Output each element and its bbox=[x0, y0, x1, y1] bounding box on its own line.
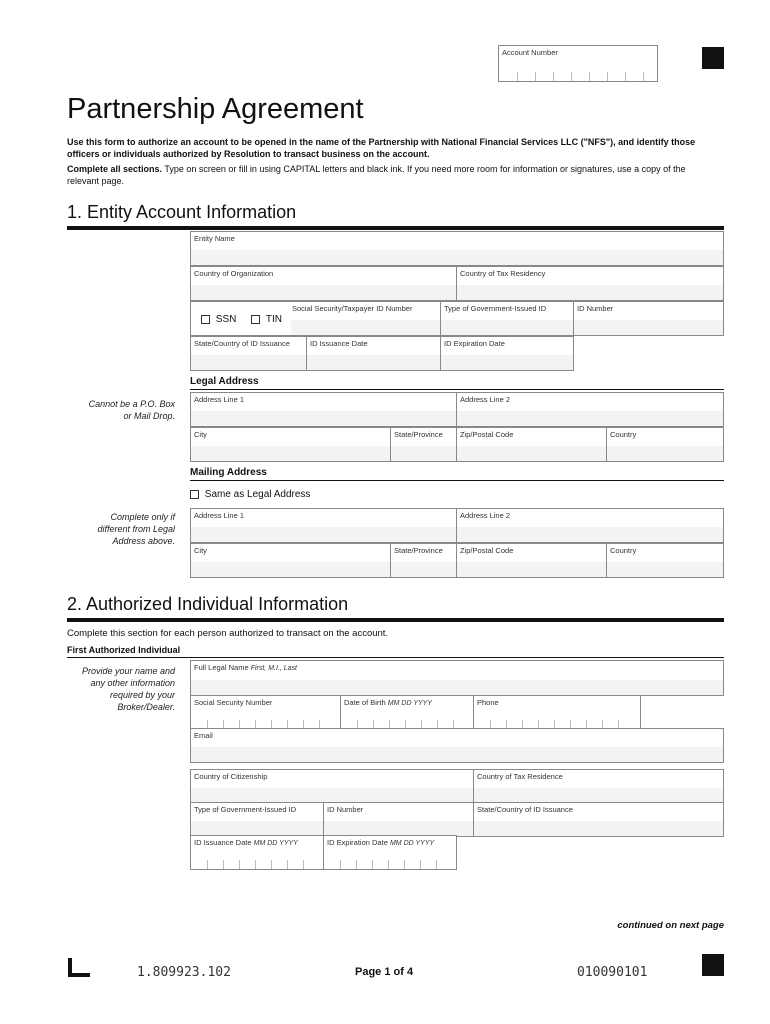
id-expiration-date-input bbox=[441, 355, 573, 370]
auth-id-expiration-text: ID Expiration Date bbox=[327, 838, 388, 847]
mailing-country-field[interactable] bbox=[606, 543, 724, 578]
full-name-input bbox=[191, 680, 723, 695]
legal-address2-label: Address Line 2 bbox=[460, 395, 511, 404]
mailing-country-input bbox=[607, 562, 723, 577]
section2-rule bbox=[67, 618, 724, 622]
mailing-address1-input bbox=[191, 527, 456, 542]
auth-id-issuance-field[interactable] bbox=[190, 835, 324, 870]
mailing-address-title: Mailing Address bbox=[190, 467, 267, 478]
tax-residence-label: Country of Tax Residence bbox=[477, 772, 563, 781]
id-issuance-date-label: ID Issuance Date bbox=[310, 339, 368, 348]
ssn-label: SSN bbox=[215, 314, 237, 325]
mailing-zip-input bbox=[457, 562, 606, 577]
auth-id-expiration-hint: MM DD YYYY bbox=[389, 840, 435, 847]
id-issuance-date-field[interactable] bbox=[306, 336, 441, 371]
entity-name-field[interactable] bbox=[190, 231, 724, 266]
gov-id-type-label: Type of Government-Issued ID bbox=[444, 304, 547, 313]
country-org-field[interactable] bbox=[190, 266, 457, 301]
email-input bbox=[191, 747, 723, 762]
citizenship-label: Country of Citizenship bbox=[194, 772, 268, 781]
corner-mark-foot bbox=[68, 973, 90, 977]
instructions-rest: Type on screen or fill in using CAPITAL letters and black ink. If you need more room for information or signatures, use a copy of the relevant page. bbox=[67, 164, 686, 186]
gov-id-type-field[interactable] bbox=[440, 301, 574, 336]
country-org-label: Country of Organization bbox=[194, 269, 274, 278]
legal-address1-input bbox=[191, 411, 456, 426]
dob-label bbox=[344, 698, 432, 707]
legal-address-title: Legal Address bbox=[190, 376, 259, 387]
account-number-field[interactable] bbox=[498, 45, 658, 82]
legal-city-input bbox=[191, 446, 390, 461]
account-number-label: Account Number bbox=[502, 48, 558, 57]
mailing-address1-label: Address Line 1 bbox=[194, 511, 245, 520]
section2-intro: Complete this section for each person authorized to transact on the account. bbox=[67, 628, 389, 639]
email-label: Email bbox=[194, 731, 213, 740]
full-name-label bbox=[194, 663, 297, 672]
legal-state-field[interactable] bbox=[390, 427, 457, 462]
mailing-state-label: State/Province bbox=[394, 546, 443, 555]
legal-address-rule bbox=[190, 389, 724, 390]
gov-id-type-input bbox=[441, 320, 573, 335]
phone-ticks bbox=[474, 715, 640, 729]
auth-id-issuance-text: ID Issuance Date bbox=[194, 838, 252, 847]
mailing-state-input bbox=[391, 562, 456, 577]
registration-mark-top bbox=[702, 47, 724, 69]
tax-residence-field[interactable] bbox=[473, 769, 724, 804]
legal-address-note: Cannot be a P.O. Box or Mail Drop. bbox=[88, 399, 175, 421]
auth-state-country-id-field[interactable] bbox=[473, 802, 724, 837]
id-expiration-date-field[interactable] bbox=[440, 336, 574, 371]
auth-state-country-id-label: State/Country of ID Issuance bbox=[477, 805, 573, 814]
page-title: Partnership Agreement bbox=[67, 93, 364, 125]
mailing-zip-label: Zip/Postal Code bbox=[460, 546, 514, 555]
id-number-field[interactable] bbox=[573, 301, 724, 336]
section1-rule bbox=[67, 226, 724, 230]
legal-address1-field[interactable] bbox=[190, 392, 457, 427]
mailing-city-field[interactable] bbox=[190, 543, 391, 578]
mailing-city-label: City bbox=[194, 546, 207, 555]
same-as-legal-checkbox[interactable] bbox=[190, 490, 199, 499]
account-number-ticks bbox=[499, 67, 657, 81]
dob-label-text: Date of Birth bbox=[344, 698, 386, 707]
ssn-tin-field[interactable] bbox=[190, 301, 441, 336]
mailing-address2-input bbox=[457, 527, 723, 542]
legal-country-input bbox=[607, 446, 723, 461]
legal-zip-field[interactable] bbox=[456, 427, 607, 462]
ssn-checkbox[interactable] bbox=[201, 315, 210, 324]
legal-state-input bbox=[391, 446, 456, 461]
dob-hint: MM DD YYYY bbox=[387, 700, 432, 707]
section2-title: 2. Authorized Individual Information bbox=[67, 594, 349, 614]
mailing-address2-label: Address Line 2 bbox=[460, 511, 511, 520]
form-code: 1.809923.102 bbox=[137, 965, 231, 980]
tax-residence-input bbox=[474, 788, 723, 803]
state-country-id-field[interactable] bbox=[190, 336, 307, 371]
auth-ssn-ticks bbox=[191, 715, 340, 729]
legal-country-label: Country bbox=[610, 430, 637, 439]
citizenship-input bbox=[191, 788, 473, 803]
phone-label: Phone bbox=[477, 698, 499, 707]
legal-city-field[interactable] bbox=[190, 427, 391, 462]
state-country-id-label: State/Country of ID Issuance bbox=[194, 339, 290, 348]
legal-state-label: State/Province bbox=[394, 430, 443, 439]
citizenship-field[interactable] bbox=[190, 769, 474, 804]
full-name-label-text: Full Legal Name bbox=[194, 663, 249, 672]
first-individual-note: Provide your name and any other information required by your Broker/Dealer. bbox=[81, 666, 175, 712]
legal-country-field[interactable] bbox=[606, 427, 724, 462]
phone-field[interactable] bbox=[473, 695, 641, 730]
section1-title: 1. Entity Account Information bbox=[67, 202, 297, 222]
mailing-country-label: Country bbox=[610, 546, 637, 555]
ssn-tin-options bbox=[201, 314, 282, 325]
auth-gov-id-type-field[interactable] bbox=[190, 802, 324, 837]
entity-name-label: Entity Name bbox=[194, 234, 235, 243]
auth-id-issuance-label bbox=[194, 838, 298, 847]
mailing-address-note: Complete only if different from Legal Address above. bbox=[97, 512, 175, 546]
auth-id-number-label: ID Number bbox=[327, 805, 364, 814]
dob-field[interactable] bbox=[340, 695, 474, 730]
legal-zip-label: Zip/Postal Code bbox=[460, 430, 514, 439]
auth-id-issuance-ticks bbox=[191, 855, 323, 869]
mailing-state-field[interactable] bbox=[390, 543, 457, 578]
legal-zip-input bbox=[457, 446, 606, 461]
intro-text: Use this form to authorize an account to be opened in the name of the Partnership with National Financial Services LLC ("NFS"), and identify those officers or individuals authorized by Resolution to transact business on the account. bbox=[67, 137, 696, 159]
auth-ssn-label: Social Security Number bbox=[194, 698, 273, 707]
state-country-id-input bbox=[191, 355, 306, 370]
country-tax-label: Country of Tax Residency bbox=[460, 269, 546, 278]
ssn-tin-label: Social Security/Taxpayer ID Number bbox=[292, 304, 413, 313]
auth-id-expiration-label bbox=[327, 838, 434, 847]
mailing-address2-field[interactable] bbox=[456, 508, 724, 543]
same-as-legal-option[interactable] bbox=[190, 489, 310, 500]
entity-name-input bbox=[191, 250, 723, 265]
country-tax-input bbox=[457, 285, 723, 300]
auth-id-issuance-hint: MM DD YYYY bbox=[253, 840, 298, 847]
continued-note: continued on next page bbox=[617, 920, 724, 931]
auth-id-number-input bbox=[324, 821, 473, 836]
legal-address1-label: Address Line 1 bbox=[194, 395, 245, 404]
auth-id-expiration-field[interactable] bbox=[323, 835, 457, 870]
auth-state-country-id-input bbox=[474, 821, 723, 836]
page-number: Page 1 of 4 bbox=[355, 966, 414, 978]
auth-ssn-field[interactable] bbox=[190, 695, 341, 730]
mailing-address1-field[interactable] bbox=[190, 508, 457, 543]
legal-address2-input bbox=[457, 411, 723, 426]
registration-mark-bottom bbox=[702, 954, 724, 976]
country-tax-field[interactable] bbox=[456, 266, 724, 301]
full-name-hint: First, M.I., Last bbox=[250, 665, 297, 672]
tin-checkbox[interactable] bbox=[251, 315, 260, 324]
id-issuance-date-input bbox=[307, 355, 440, 370]
auth-id-expiration-ticks bbox=[324, 855, 456, 869]
mailing-zip-field[interactable] bbox=[456, 543, 607, 578]
id-number-input bbox=[574, 320, 723, 335]
tin-label: TIN bbox=[265, 314, 283, 325]
id-expiration-date-label: ID Expiration Date bbox=[444, 339, 505, 348]
auth-gov-id-type-label: Type of Government-Issued ID bbox=[194, 805, 297, 814]
first-individual-rule bbox=[67, 657, 724, 658]
id-number-label: ID Number bbox=[577, 304, 614, 313]
email-field[interactable] bbox=[190, 728, 724, 763]
auth-id-number-field[interactable] bbox=[323, 802, 474, 837]
dob-ticks bbox=[341, 715, 473, 729]
instructions-bold: Complete all sections. bbox=[67, 164, 163, 174]
legal-address2-field[interactable] bbox=[456, 392, 724, 427]
legal-city-label: City bbox=[194, 430, 207, 439]
country-org-input bbox=[191, 285, 456, 300]
full-name-field[interactable] bbox=[190, 660, 724, 696]
ssn-tin-input bbox=[291, 320, 440, 335]
barcode-number: 010090101 bbox=[577, 965, 648, 980]
auth-gov-id-type-input bbox=[191, 821, 323, 836]
same-as-legal-label: Same as Legal Address bbox=[204, 489, 311, 500]
first-individual-title: First Authorized Individual bbox=[67, 645, 181, 655]
instructions-text bbox=[67, 163, 712, 187]
mailing-address-rule bbox=[190, 480, 724, 481]
mailing-city-input bbox=[191, 562, 390, 577]
